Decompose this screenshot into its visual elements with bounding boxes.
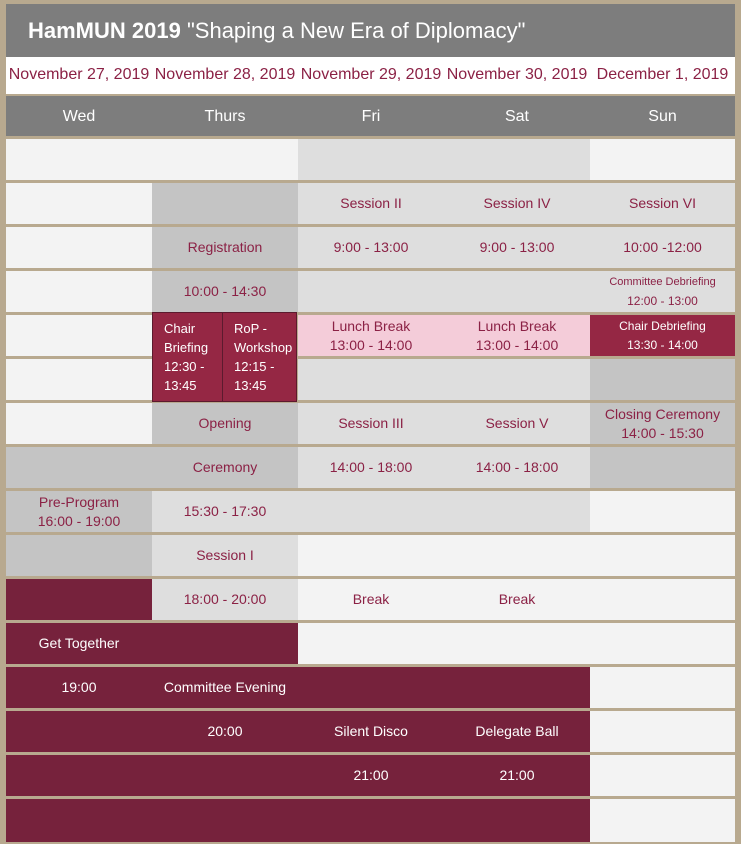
thu-opening-time: 15:30 - 17:30 <box>152 491 298 532</box>
empty-cell <box>590 139 735 180</box>
thu-committee-evening: Committee Evening <box>163 679 287 695</box>
empty-cell <box>298 139 590 180</box>
date-wed: November 27, 2019 <box>8 66 150 83</box>
thu-registration-time: 10:00 - 14:30 <box>152 271 298 312</box>
sun-chair-debriefing <box>590 315 735 356</box>
day-sat: Sat <box>504 107 529 125</box>
sat-delegate-ball: Delegate Ball <box>475 723 559 739</box>
day-wed: Wed <box>62 107 96 125</box>
wed-get-together: Get Together <box>38 635 120 651</box>
sun-closing-label: Closing Ceremony <box>604 405 721 422</box>
sat-lunch-label: Lunch Break <box>477 317 557 334</box>
fri-lunch-break <box>298 315 444 356</box>
fri-session-ii: Session II <box>298 183 444 224</box>
thu-chair-briefing <box>152 312 223 402</box>
wed-pre-program <box>6 491 152 532</box>
empty-cell <box>6 271 152 312</box>
sun-committee-debriefing-label: Committee Debriefing <box>609 275 716 288</box>
empty-cell <box>590 799 735 842</box>
title-subtitle: "Shaping a New Era of Diplomacy" <box>186 18 526 43</box>
fri-session-ii-time: 9:00 - 13:00 <box>298 227 444 268</box>
empty-cell <box>298 535 735 576</box>
empty-cell <box>298 271 590 312</box>
thu-opening: Opening <box>152 403 298 444</box>
empty-cell <box>6 359 152 400</box>
empty-cell <box>6 579 152 620</box>
day-fri: Fri <box>361 107 381 125</box>
thu-rop-workshop <box>222 312 297 402</box>
empty-cell <box>298 359 590 400</box>
fri-silent-disco: Silent Disco <box>334 723 408 739</box>
sun-closing-ceremony <box>590 403 735 444</box>
empty-cell <box>6 403 152 444</box>
sun-chair-debriefing-label: Chair Debriefing <box>619 318 706 333</box>
empty-cell <box>298 623 735 664</box>
empty-cell <box>590 491 735 532</box>
sat-session-v: Session V <box>444 403 590 444</box>
sat-break: Break <box>444 579 590 620</box>
thu-committee-evening-time: 20:00 <box>207 723 243 739</box>
sat-session-iv-time: 9:00 - 13:00 <box>444 227 590 268</box>
empty-cell <box>590 447 735 488</box>
fri-lunch-label: Lunch Break <box>331 317 411 334</box>
page-title <box>28 18 525 44</box>
empty-cell <box>6 139 298 180</box>
empty-cell <box>590 711 735 752</box>
empty-cell <box>6 799 590 842</box>
fri-session-iii: Session III <box>298 403 444 444</box>
sat-lunch-break <box>444 315 590 356</box>
sat-session-iv: Session IV <box>444 183 590 224</box>
date-fri: November 29, 2019 <box>300 66 442 83</box>
date-row <box>6 57 735 94</box>
sat-lunch-time: 13:00 - 14:00 <box>475 336 559 353</box>
sun-committee-debriefing <box>590 271 735 312</box>
title-brand: HamMUN 2019 <box>28 18 181 43</box>
day-thu: Thurs <box>204 107 246 125</box>
fri-session-iii-time: 14:00 - 18:00 <box>298 447 444 488</box>
sun-committee-debriefing-time: 12:00 - 13:00 <box>627 293 698 308</box>
thu-chair-briefing-label: Chair Briefing <box>164 321 209 355</box>
thu-rop-workshop-label: RoP - Workshop <box>234 321 293 355</box>
fri-silent-disco-time: 21:00 <box>353 767 389 783</box>
empty-cell <box>6 447 152 488</box>
thu-chair-briefing-time: 12:30 - 13:45 <box>164 359 205 393</box>
thu-registration: Registration <box>152 227 298 268</box>
wed-get-together-time: 19:00 <box>61 679 97 695</box>
thu-session-i: Session I <box>152 535 298 576</box>
bottom-edge <box>0 844 741 850</box>
sun-chair-debriefing-time: 13:30 - 14:00 <box>627 337 698 352</box>
date-thu: November 28, 2019 <box>154 66 296 83</box>
empty-cell <box>6 535 152 576</box>
sun-session-vi-time: 10:00 -12:00 <box>590 227 735 268</box>
sun-closing-time: 14:00 - 15:30 <box>621 424 704 441</box>
empty-cell <box>590 667 735 708</box>
date-sat: November 30, 2019 <box>446 66 588 83</box>
fri-lunch-time: 13:00 - 14:00 <box>329 336 413 353</box>
empty-cell <box>6 183 152 224</box>
empty-cell <box>590 579 735 620</box>
thu-ceremony: Ceremony <box>152 447 298 488</box>
empty-cell <box>6 227 152 268</box>
wed-pre-program-time: 16:00 - 19:00 <box>37 512 121 529</box>
empty-cell <box>590 359 735 400</box>
sat-session-v-time: 14:00 - 18:00 <box>444 447 590 488</box>
empty-cell <box>152 183 298 224</box>
sun-session-vi: Session VI <box>590 183 735 224</box>
empty-cell <box>590 755 735 796</box>
empty-cell <box>6 315 152 356</box>
day-sun: Sun <box>648 107 677 125</box>
thu-rop-workshop-time: 12:15 - 13:45 <box>234 359 275 393</box>
empty-cell <box>298 491 590 532</box>
sat-delegate-ball-time: 21:00 <box>499 767 535 783</box>
thu-session-i-time: 18:00 - 20:00 <box>152 579 298 620</box>
fri-break: Break <box>298 579 444 620</box>
wed-pre-program-label: Pre-Program <box>38 493 120 510</box>
date-sun: December 1, 2019 <box>596 66 729 83</box>
title-bar <box>6 4 735 57</box>
